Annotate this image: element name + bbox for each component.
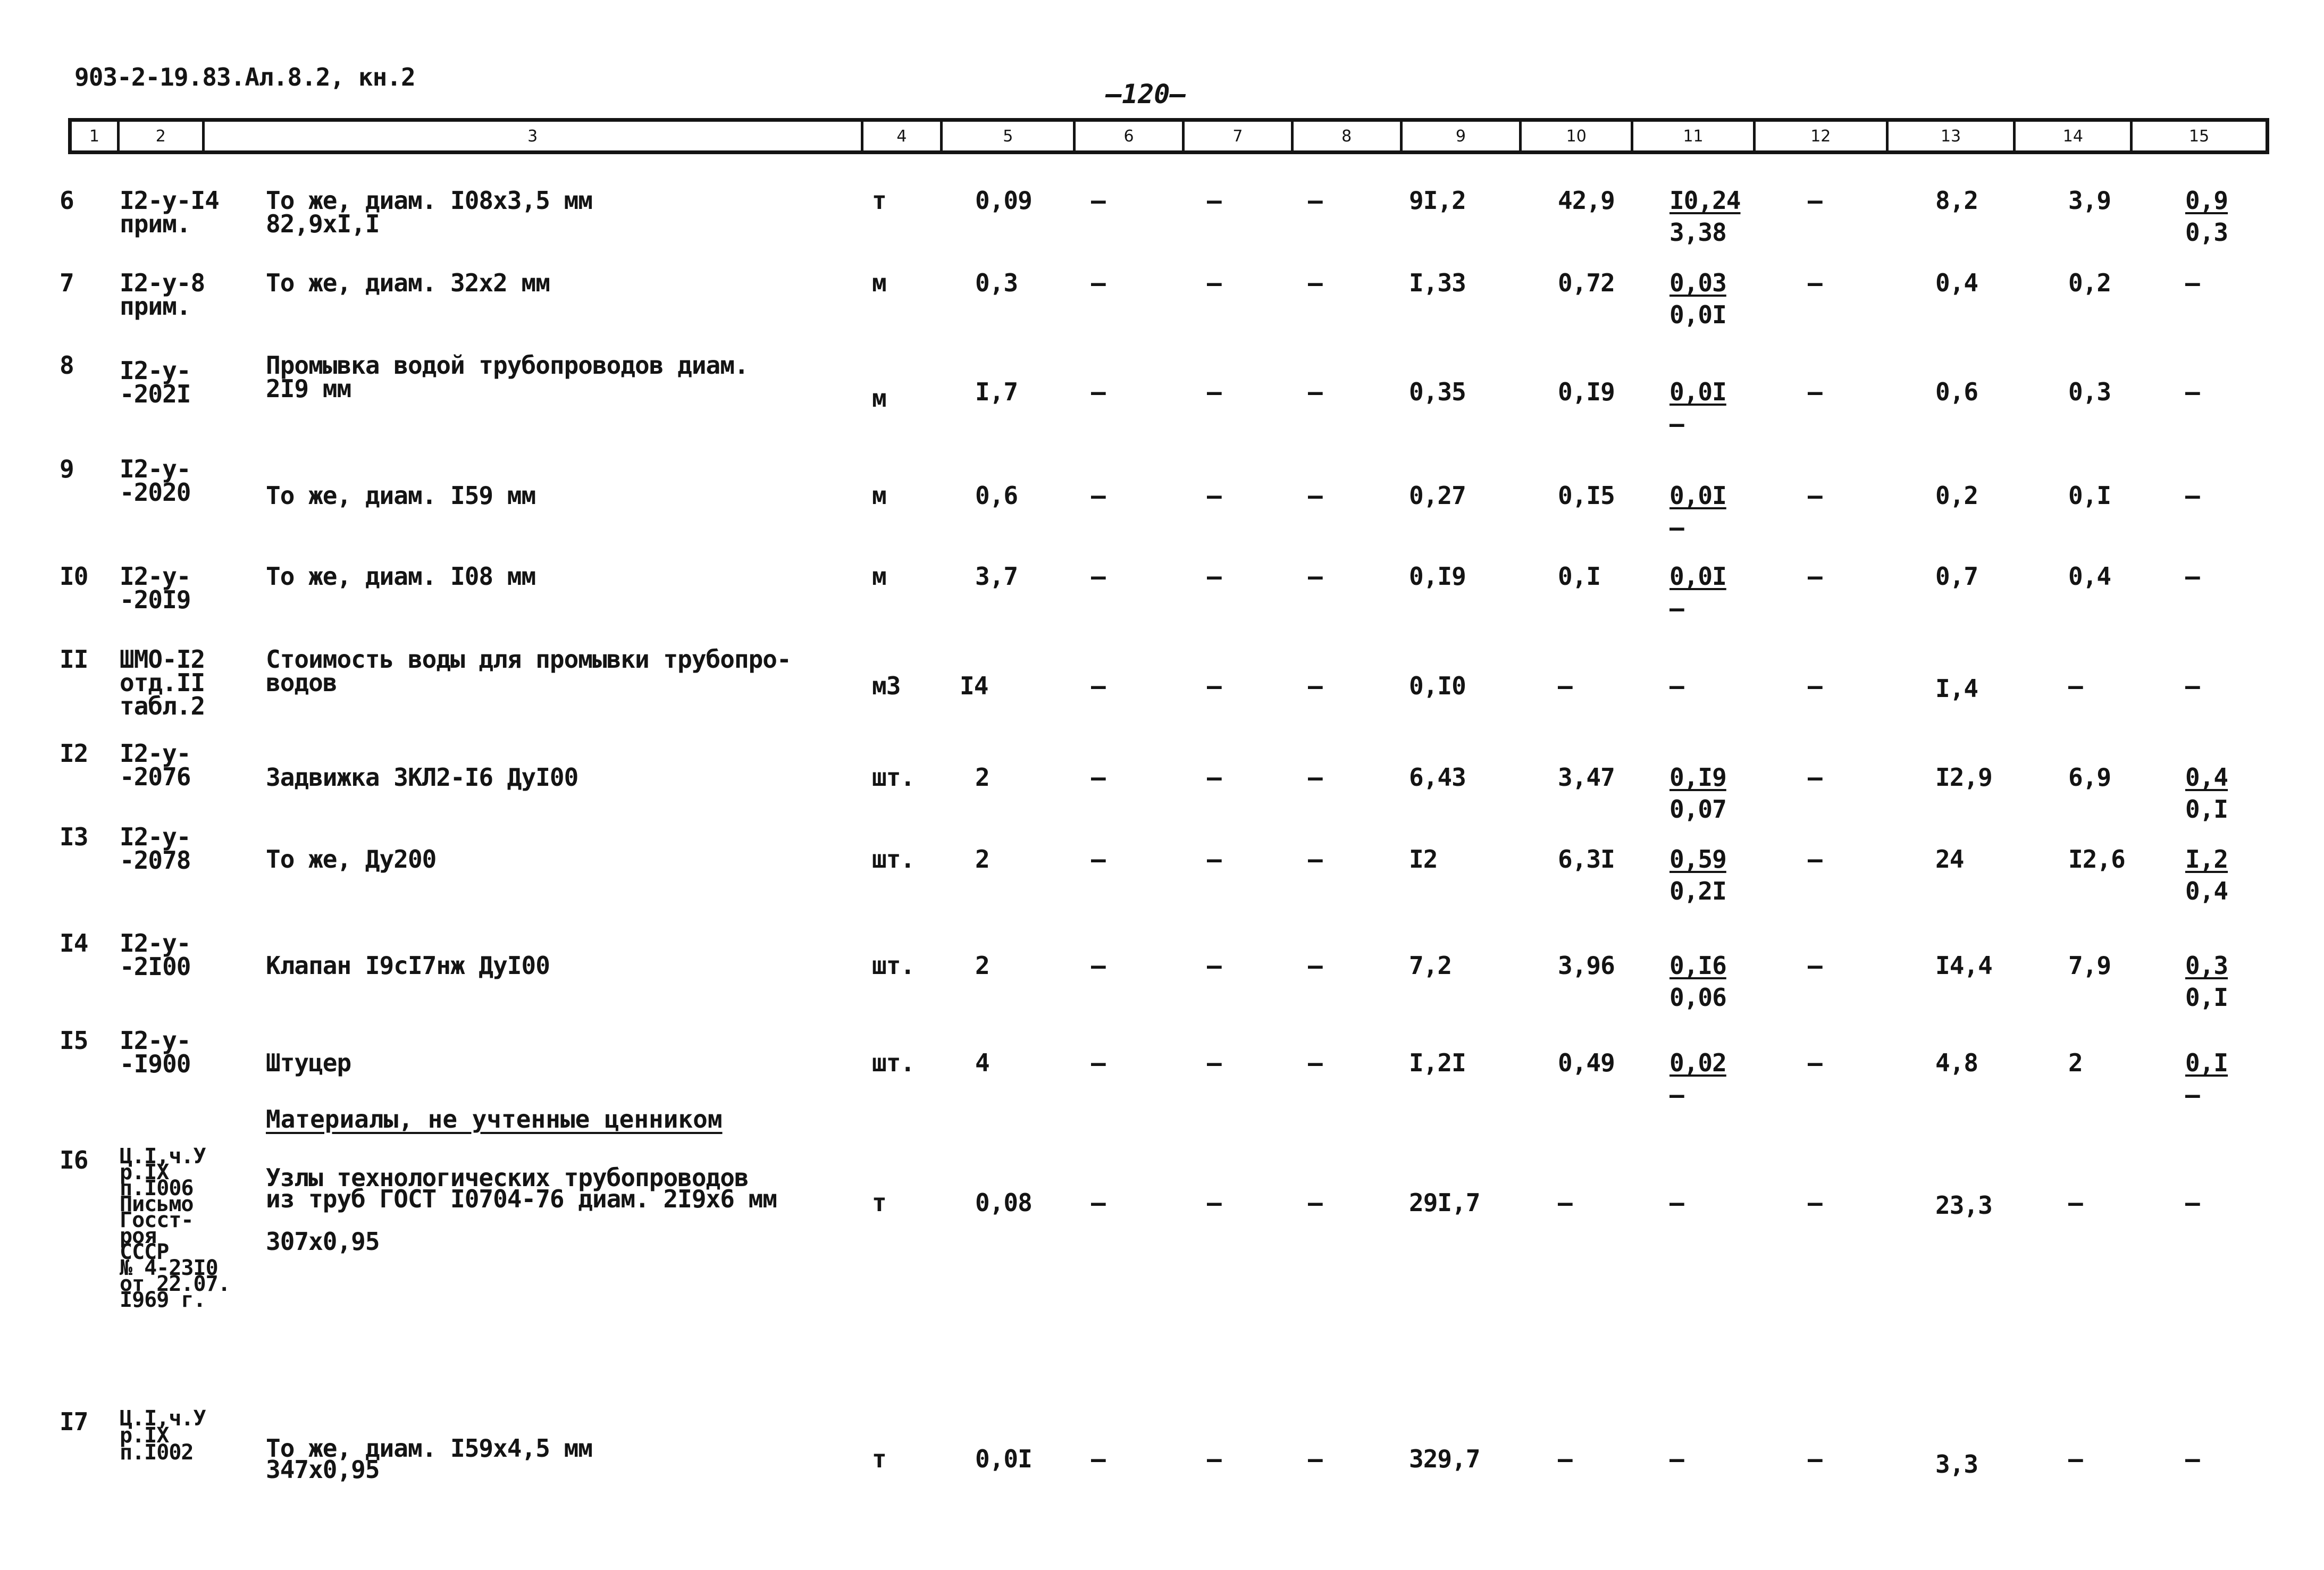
cell-col6: – — [1091, 763, 1105, 792]
cell-col10: 0,49 — [1558, 1048, 1615, 1077]
fraction-denominator: – — [2185, 1080, 2200, 1109]
cell-col8: – — [1308, 845, 1322, 874]
row-code: I2-y- -2078 — [120, 822, 191, 875]
cell-col9: 7,2 — [1409, 951, 1452, 980]
cell-col11-fraction — [1669, 763, 1726, 824]
cell-col9: 329,7 — [1409, 1445, 1480, 1473]
row-description: То же, диам. I08 мм — [266, 562, 536, 591]
col-header-10: 10 — [1522, 122, 1633, 150]
row-unit: шт. — [872, 1048, 915, 1077]
cell-col14: 0,2 — [2068, 268, 2111, 297]
row-unit: м — [872, 481, 886, 510]
row-number: I6 — [60, 1146, 88, 1174]
cell-col11-fraction — [1669, 847, 1726, 903]
cell-col15: – — [2185, 481, 2200, 510]
row-description: Узлы технологических трубопроводов из труб ГОСТ I0704-76 диам. 2I9x6 мм 307x0,95 — [266, 1163, 777, 1256]
row-quantity: 0,6 — [975, 481, 1018, 510]
cell-col15: – — [2185, 377, 2200, 406]
fraction-numerator: 0,4 — [2185, 763, 2228, 792]
row-description: То же, Ду200 — [266, 845, 437, 874]
col-header-12: 12 — [1756, 122, 1889, 150]
fraction-denominator: 0,06 — [1669, 983, 1726, 1012]
fraction-denominator: 0,07 — [1669, 795, 1726, 824]
col-header-7: 7 — [1185, 122, 1294, 150]
cell-col15-fraction — [2185, 763, 2228, 824]
fraction-denominator: 0,I — [2185, 795, 2228, 824]
fraction-numerator: 0,0I — [1669, 562, 1726, 591]
cell-col12: – — [1808, 481, 1822, 510]
fraction-denominator: 0,4 — [2185, 877, 2228, 905]
cell-col8: – — [1308, 481, 1322, 510]
fraction-numerator: 0,0I — [1669, 377, 1726, 406]
cell-col9: 0,27 — [1409, 481, 1466, 510]
cell-col9: 29I,7 — [1409, 1188, 1480, 1217]
cell-col11: – — [1669, 671, 1684, 700]
cell-col15-fraction — [2185, 186, 2228, 247]
cell-col13: I,4 — [1935, 674, 1978, 703]
row-quantity: 3,7 — [975, 562, 1018, 591]
row-number: 9 — [60, 455, 74, 483]
col-header-14: 14 — [2016, 122, 2133, 150]
fraction-numerator: 0,0I — [1669, 481, 1726, 510]
cell-col12: – — [1808, 1445, 1822, 1473]
cell-col10: 6,3I — [1558, 845, 1615, 874]
cell-col11: – — [1669, 1445, 1684, 1473]
cell-col13: 3,3 — [1935, 1450, 1978, 1479]
col-header-9: 9 — [1403, 122, 1522, 150]
cell-col15: – — [2185, 562, 2200, 591]
row-quantity: 0,0I — [975, 1445, 1032, 1473]
cell-col6: – — [1091, 186, 1105, 215]
cell-col14: I2,6 — [2068, 845, 2125, 874]
document-code: 903-2-19.83.Ал.8.2, кн.2 — [74, 63, 415, 91]
fraction-numerator: I,2 — [2185, 845, 2228, 874]
fraction-denominator: – — [1669, 513, 1684, 542]
cell-col13: 24 — [1935, 845, 1964, 874]
row-code: I2-y-8 прим. — [120, 268, 205, 321]
cell-col15-fraction — [2185, 1048, 2228, 1109]
row-code: I2-y- -I900 — [120, 1026, 191, 1078]
row-number: I7 — [60, 1407, 88, 1436]
cell-col12: – — [1808, 377, 1822, 406]
row-unit: м — [872, 384, 886, 413]
fraction-numerator: 0,I — [2185, 1048, 2228, 1077]
cell-col15: – — [2185, 268, 2200, 297]
cell-col14: 0,I — [2068, 481, 2111, 510]
cell-col12: – — [1808, 951, 1822, 980]
cell-col10: 0,I — [1558, 562, 1601, 591]
cell-col8: – — [1308, 186, 1322, 215]
row-quantity: 0,09 — [975, 186, 1032, 215]
cell-col13: 0,2 — [1935, 481, 1978, 510]
row-description: Стоимость воды для промывки трубопро- водов — [266, 645, 791, 697]
cell-col10: 0,I5 — [1558, 481, 1615, 510]
cell-col9: I,33 — [1409, 268, 1466, 297]
cell-col13: 0,7 — [1935, 562, 1978, 591]
row-unit: шт. — [872, 845, 915, 874]
row-description: Штуцер — [266, 1048, 351, 1077]
fraction-denominator: – — [1669, 409, 1684, 438]
cell-col8: – — [1308, 1048, 1322, 1077]
col-header-13: 13 — [1889, 122, 2016, 150]
row-code: Ц.I,ч.У р.IX п.I002 — [120, 1406, 206, 1465]
cell-col15: – — [2185, 1188, 2200, 1217]
fraction-numerator: 0,9 — [2185, 186, 2228, 215]
cell-col7: – — [1207, 1188, 1221, 1217]
cell-col7: – — [1207, 186, 1221, 215]
cell-col11-fraction — [1669, 1048, 1726, 1109]
cell-col11-fraction — [1669, 951, 1726, 1012]
row-description: Задвижка ЗКЛ2-I6 ДуI00 — [266, 763, 578, 792]
cell-col13: I2,9 — [1935, 763, 1992, 792]
row-code: I2-y-I4 прим. — [120, 186, 219, 238]
cell-col14: 3,9 — [2068, 186, 2111, 215]
fraction-denominator: 0,I — [2185, 983, 2228, 1012]
row-description: То же, диам. I59x4,5 мм 347x0,95 — [266, 1434, 592, 1484]
fraction-denominator: 0,3 — [2185, 218, 2228, 247]
fraction-denominator: 0,0I — [1669, 300, 1726, 329]
cell-col6: – — [1091, 1048, 1105, 1077]
cell-col13: I4,4 — [1935, 951, 1992, 980]
cell-col10: – — [1558, 671, 1572, 700]
cell-col11-fraction — [1669, 268, 1726, 329]
row-unit: м — [872, 268, 886, 297]
cell-col7: – — [1207, 562, 1221, 591]
col-header-6: 6 — [1076, 122, 1185, 150]
cell-col12: – — [1808, 186, 1822, 215]
fraction-denominator: 3,38 — [1669, 218, 1726, 247]
col-header-1: 1 — [72, 122, 120, 150]
row-unit: т — [872, 1445, 886, 1473]
cell-col6: – — [1091, 1445, 1105, 1473]
row-quantity: I4 — [960, 671, 988, 700]
cell-col10: 42,9 — [1558, 186, 1615, 215]
cell-col6: – — [1091, 481, 1105, 510]
cell-col7: – — [1207, 268, 1221, 297]
cell-col6: – — [1091, 671, 1105, 700]
cell-col10: 0,72 — [1558, 268, 1615, 297]
cell-col14: – — [2068, 1445, 2083, 1473]
row-description: То же, диам. 32x2 мм — [266, 268, 550, 297]
col-header-2: 2 — [120, 122, 205, 150]
row-quantity: 2 — [975, 951, 989, 980]
cell-col9: 0,I0 — [1409, 671, 1466, 700]
fraction-numerator: 0,I9 — [1669, 763, 1726, 792]
col-header-8: 8 — [1294, 122, 1403, 150]
cell-col7: – — [1207, 1048, 1221, 1077]
cell-col12: – — [1808, 1188, 1822, 1217]
column-number-header — [68, 118, 2269, 154]
col-header-3: 3 — [205, 122, 863, 150]
cell-col8: – — [1308, 1188, 1322, 1217]
cell-col11-fraction — [1669, 186, 1741, 247]
cell-col7: – — [1207, 481, 1221, 510]
row-code: I2-y- -2I00 — [120, 929, 191, 981]
fraction-denominator: – — [1669, 1080, 1684, 1109]
row-number: 7 — [60, 268, 74, 297]
section-title: Материалы, не учтенные ценником — [266, 1105, 723, 1134]
row-number: 8 — [60, 351, 74, 380]
row-number: II — [60, 645, 88, 674]
cell-col11-fraction — [1669, 562, 1726, 623]
row-unit: т — [872, 186, 886, 215]
row-code: ШМО-I2 отд.II табл.2 — [120, 645, 205, 720]
cell-col8: – — [1308, 562, 1322, 591]
cell-col14: 7,9 — [2068, 951, 2111, 980]
fraction-numerator: 0,02 — [1669, 1048, 1726, 1077]
cell-col9: I2 — [1409, 845, 1438, 874]
cell-col11-fraction — [1669, 481, 1726, 542]
cell-col12: – — [1808, 268, 1822, 297]
cell-col14: – — [2068, 1188, 2083, 1217]
cell-col6: – — [1091, 268, 1105, 297]
cell-col14: 6,9 — [2068, 763, 2111, 792]
row-unit: шт. — [872, 951, 915, 980]
cell-col7: – — [1207, 763, 1221, 792]
row-unit: шт. — [872, 763, 915, 792]
cell-col10: 0,I9 — [1558, 377, 1615, 406]
cell-col7: – — [1207, 377, 1221, 406]
cell-col15-fraction — [2185, 847, 2228, 903]
col-header-4: 4 — [863, 122, 943, 150]
col-header-5: 5 — [943, 122, 1076, 150]
cell-col10: 3,47 — [1558, 763, 1615, 792]
col-header-15: 15 — [2189, 127, 2210, 146]
page-number: —120— — [1106, 79, 1186, 110]
cell-col11: – — [1669, 1188, 1684, 1217]
cell-col7: – — [1207, 671, 1221, 700]
cell-col8: – — [1308, 377, 1322, 406]
cell-col8: – — [1308, 268, 1322, 297]
row-unit: т — [872, 1188, 886, 1217]
row-number: I2 — [60, 739, 88, 768]
row-number: I4 — [60, 929, 88, 958]
cell-col15-fraction — [2185, 951, 2228, 1012]
row-unit: м — [872, 562, 886, 591]
cell-col8: – — [1308, 763, 1322, 792]
fraction-numerator: 0,03 — [1669, 268, 1726, 297]
row-quantity: 2 — [975, 763, 989, 792]
cell-col13: 8,2 — [1935, 186, 1978, 215]
cell-col13: 4,8 — [1935, 1048, 1978, 1077]
row-quantity: 4 — [975, 1048, 989, 1077]
cell-col6: – — [1091, 1188, 1105, 1217]
cell-col12: – — [1808, 845, 1822, 874]
row-number: I3 — [60, 822, 88, 851]
row-quantity: 0,3 — [975, 268, 1018, 297]
fraction-denominator: 0,2I — [1669, 877, 1726, 905]
row-code: I2-y- -202I — [120, 356, 191, 408]
cell-col12: – — [1808, 671, 1822, 700]
cell-col12: – — [1808, 562, 1822, 591]
row-description: То же, диам. I59 мм — [266, 481, 536, 510]
cell-col14: – — [2068, 671, 2083, 700]
cell-col9: I,2I — [1409, 1048, 1466, 1077]
cell-col11-fraction — [1669, 377, 1726, 438]
cell-col10: 3,96 — [1558, 951, 1615, 980]
cell-col15: – — [2185, 671, 2200, 700]
cell-col14: 2 — [2068, 1048, 2083, 1077]
cell-col7: – — [1207, 1445, 1221, 1473]
cell-col12: – — [1808, 1048, 1822, 1077]
cell-col7: – — [1207, 845, 1221, 874]
cell-col6: – — [1091, 951, 1105, 980]
row-description: Промывка водой трубопроводов диам. 2I9 мм — [266, 351, 749, 403]
cell-col13: 0,6 — [1935, 377, 1978, 406]
cell-col13: 0,4 — [1935, 268, 1978, 297]
row-number: 6 — [60, 186, 74, 215]
fraction-numerator: 0,I6 — [1669, 951, 1726, 980]
cell-col8: – — [1308, 951, 1322, 980]
cell-col10: – — [1558, 1445, 1572, 1473]
fraction-denominator: – — [1669, 594, 1684, 623]
row-number: I5 — [60, 1026, 88, 1055]
cell-col12: – — [1808, 763, 1822, 792]
cell-col9: 6,43 — [1409, 763, 1466, 792]
cell-col6: – — [1091, 377, 1105, 406]
cell-col7: – — [1207, 951, 1221, 980]
row-code: Ц.I,ч.У р.IX п.I006 Письмо Госст- роя СССР № 4-23I0 от 22.07. I969 г. — [120, 1144, 230, 1312]
cell-col9: 0,35 — [1409, 377, 1466, 406]
row-description: Клапан I9cI7нж ДуI00 — [266, 951, 550, 980]
cell-col9: 9I,2 — [1409, 186, 1466, 215]
cell-col8: – — [1308, 671, 1322, 700]
row-unit: м3 — [872, 671, 901, 700]
row-code: I2-y- -2076 — [120, 739, 191, 791]
fraction-numerator: 0,3 — [2185, 951, 2228, 980]
cell-col13: 23,3 — [1935, 1191, 1992, 1220]
cell-col6: – — [1091, 845, 1105, 874]
row-quantity: I,7 — [975, 377, 1018, 406]
row-quantity: 2 — [975, 845, 989, 874]
fraction-numerator: 0,59 — [1669, 845, 1726, 874]
cell-col15: – — [2185, 1445, 2200, 1473]
row-number: I0 — [60, 562, 88, 591]
row-description: То же, диам. I08x3,5 мм 82,9xI,I — [266, 186, 592, 238]
row-code: I2-y- -2020 — [120, 455, 191, 507]
cell-col14: 0,4 — [2068, 562, 2111, 591]
cell-col8: – — [1308, 1445, 1322, 1473]
fraction-numerator: I0,24 — [1669, 186, 1741, 215]
row-quantity: 0,08 — [975, 1188, 1032, 1217]
row-code: I2-y- -20I9 — [120, 562, 191, 614]
cell-col6: – — [1091, 562, 1105, 591]
cell-col10: – — [1558, 1188, 1572, 1217]
cell-col9: 0,I9 — [1409, 562, 1466, 591]
col-header-11: 11 — [1633, 122, 1756, 150]
cell-col14: 0,3 — [2068, 377, 2111, 406]
